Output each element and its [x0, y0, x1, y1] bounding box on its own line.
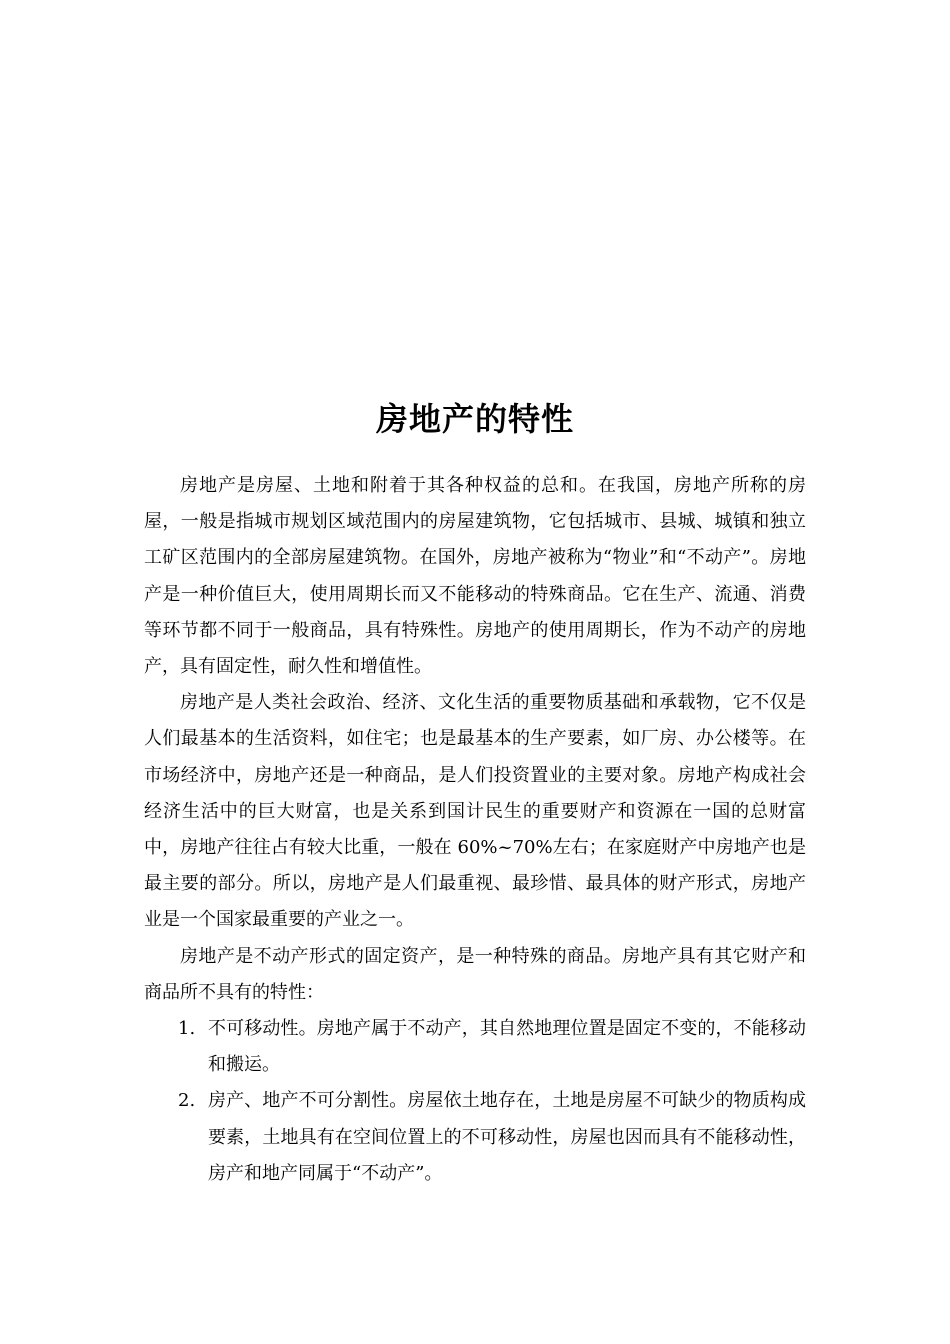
list-item-number: 2. [178, 1090, 196, 1112]
page-title: 房地产的特性 [375, 400, 574, 439]
document-body [144, 468, 806, 1192]
list-item [144, 1011, 806, 1083]
characteristics-list [144, 1011, 806, 1192]
list-item [144, 1083, 806, 1192]
paragraph-characteristics-intro: 房地产是不动产形式的固定资产，是一种特殊的商品。房地产具有其它财产和商品所不具有的特性： [144, 945, 806, 1003]
paragraph-importance: 房地产是人类社会政治、经济、文化生活的重要物质基础和承载物，它不仅是人们最基本的生活资料，如住宅；也是最基本的生产要素，如厂房、办公楼等。在市场经济中，房地产还是一种商品，是人们投资置业的主要对象。房地产构成社会经济生活中的巨大财富，也是关系到国计民生的重要财产和资源在一国的总财富中，房地产往往占有较大比重，一般在 60%~70%左右；在家庭财产中房地产也是最主要的部分。所以，房地产是人们最重视、最珍惜、最具体的财产形式，房地产业是一个国家最重要的产业之一。 [144, 692, 806, 931]
list-item-number: 1. [178, 1018, 196, 1040]
paragraph-definition: 房地产是房屋、土地和附着于其各种权益的总和。在我国，房地产所称的房屋，一般是指城市规划区域范围内的房屋建筑物，它包括城市、县城、城镇和独立工矿区范围内的全部房屋建筑物。在国外，房地产被称为“物业”和“不动产”。房地产是一种价值巨大，使用周期长而又不能移动的特殊商品。它在生产、流通、消费等环节都不同于一般商品，具有特殊性。房地产的使用周期长，作为不动产的房地产，具有固定性，耐久性和增值性。 [144, 475, 806, 678]
list-item-text: 房产、地产不可分割性。房屋依土地存在，土地是房屋不可缺少的物质构成要素，土地具有在空间位置上的不可移动性，房屋也因而具有不能移动性，房产和地产同属于“不动产”。 [208, 1090, 806, 1184]
list-item-text: 不可移动性。房地产属于不动产，其自然地理位置是固定不变的，不能移动和搬运。 [208, 1018, 806, 1076]
